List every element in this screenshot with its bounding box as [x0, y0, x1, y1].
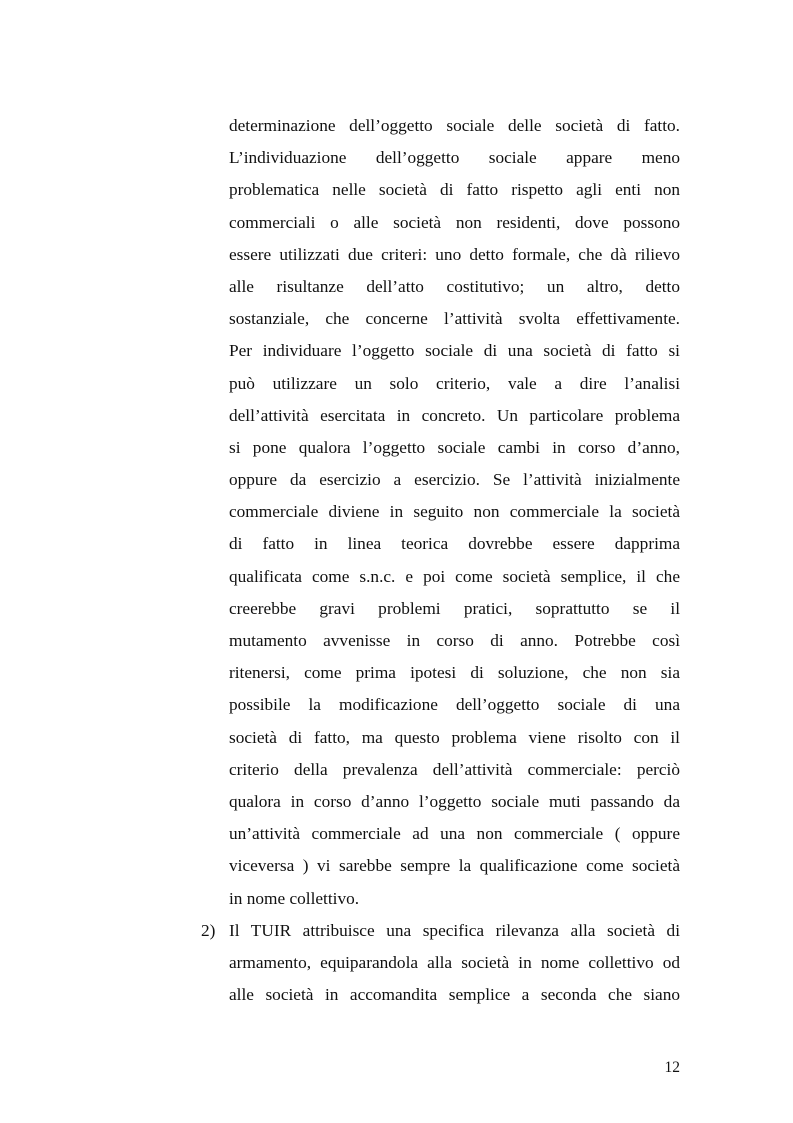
text-line: possibile la modificazione dell’oggetto sociale di una	[229, 695, 680, 715]
text-line: può utilizzare un solo criterio, vale a dire l’analisi	[229, 373, 680, 393]
text-line: di fatto in linea teorica dovrebbe essere dapprima	[229, 534, 680, 554]
list-item-marker: 2)	[201, 921, 216, 940]
text-line: un’attività commerciale ad una non commerciale ( oppure	[229, 824, 680, 844]
text-line: alle risultanze dell’atto costitutivo; un altro, detto	[229, 276, 680, 296]
text-line: commerciali o alle società non residenti, dove possono	[229, 212, 680, 232]
text-line: problematica nelle società di fatto rispetto agli enti non	[229, 180, 680, 200]
text-line: si pone qualora l’oggetto sociale cambi in corso d’anno,	[229, 437, 680, 457]
text-line: società di fatto, ma questo problema viene risolto con il	[229, 727, 680, 747]
text-line: essere utilizzati due criteri: uno detto formale, che dà rilievo	[229, 244, 680, 264]
text-line: Per individuare l’oggetto sociale di una società di fatto si	[229, 341, 680, 361]
text-line: oppure da esercizio a esercizio. Se l’attività inizialmente	[229, 470, 680, 490]
text-line: determinazione dell’oggetto sociale delle società di fatto.	[229, 116, 680, 135]
text-line: dell’attività esercitata in concreto. Un particolare problema	[229, 405, 680, 425]
list-item-text-line: Il TUIR attribuisce una specifica rilevanza alla società di	[229, 920, 680, 940]
text-line: in nome collettivo.	[229, 888, 360, 908]
list-item-text-line: armamento, equiparandola alla società in nome collettivo od	[229, 952, 680, 972]
text-line: criterio della prevalenza dell’attività commerciale: perciò	[229, 759, 680, 779]
text-line: L’individuazione dell’oggetto sociale appare meno	[229, 148, 680, 168]
text-line: sostanziale, che concerne l’attività svolta effettivamente.	[229, 309, 680, 329]
text-line: creerebbe gravi problemi pratici, soprattutto se il	[229, 598, 680, 618]
text-line: ritenersi, come prima ipotesi di soluzione, che non sia	[229, 663, 680, 683]
list-item-text-line: alle società in accomandita semplice a seconda che siano	[229, 985, 680, 1005]
text-line: mutamento avvenisse in corso di anno. Potrebbe così	[229, 631, 680, 650]
body-text	[229, 110, 680, 1011]
page-number: 12	[664, 1059, 680, 1076]
text-line: qualora in corso d’anno l’oggetto sociale muti passando da	[229, 791, 680, 811]
text-line: commerciale diviene in seguito non commerciale la società	[229, 502, 680, 522]
text-line: qualificata come s.n.c. e poi come società semplice, il che	[229, 566, 680, 586]
text-line: viceversa ) vi sarebbe sempre la qualificazione come società	[229, 856, 680, 876]
